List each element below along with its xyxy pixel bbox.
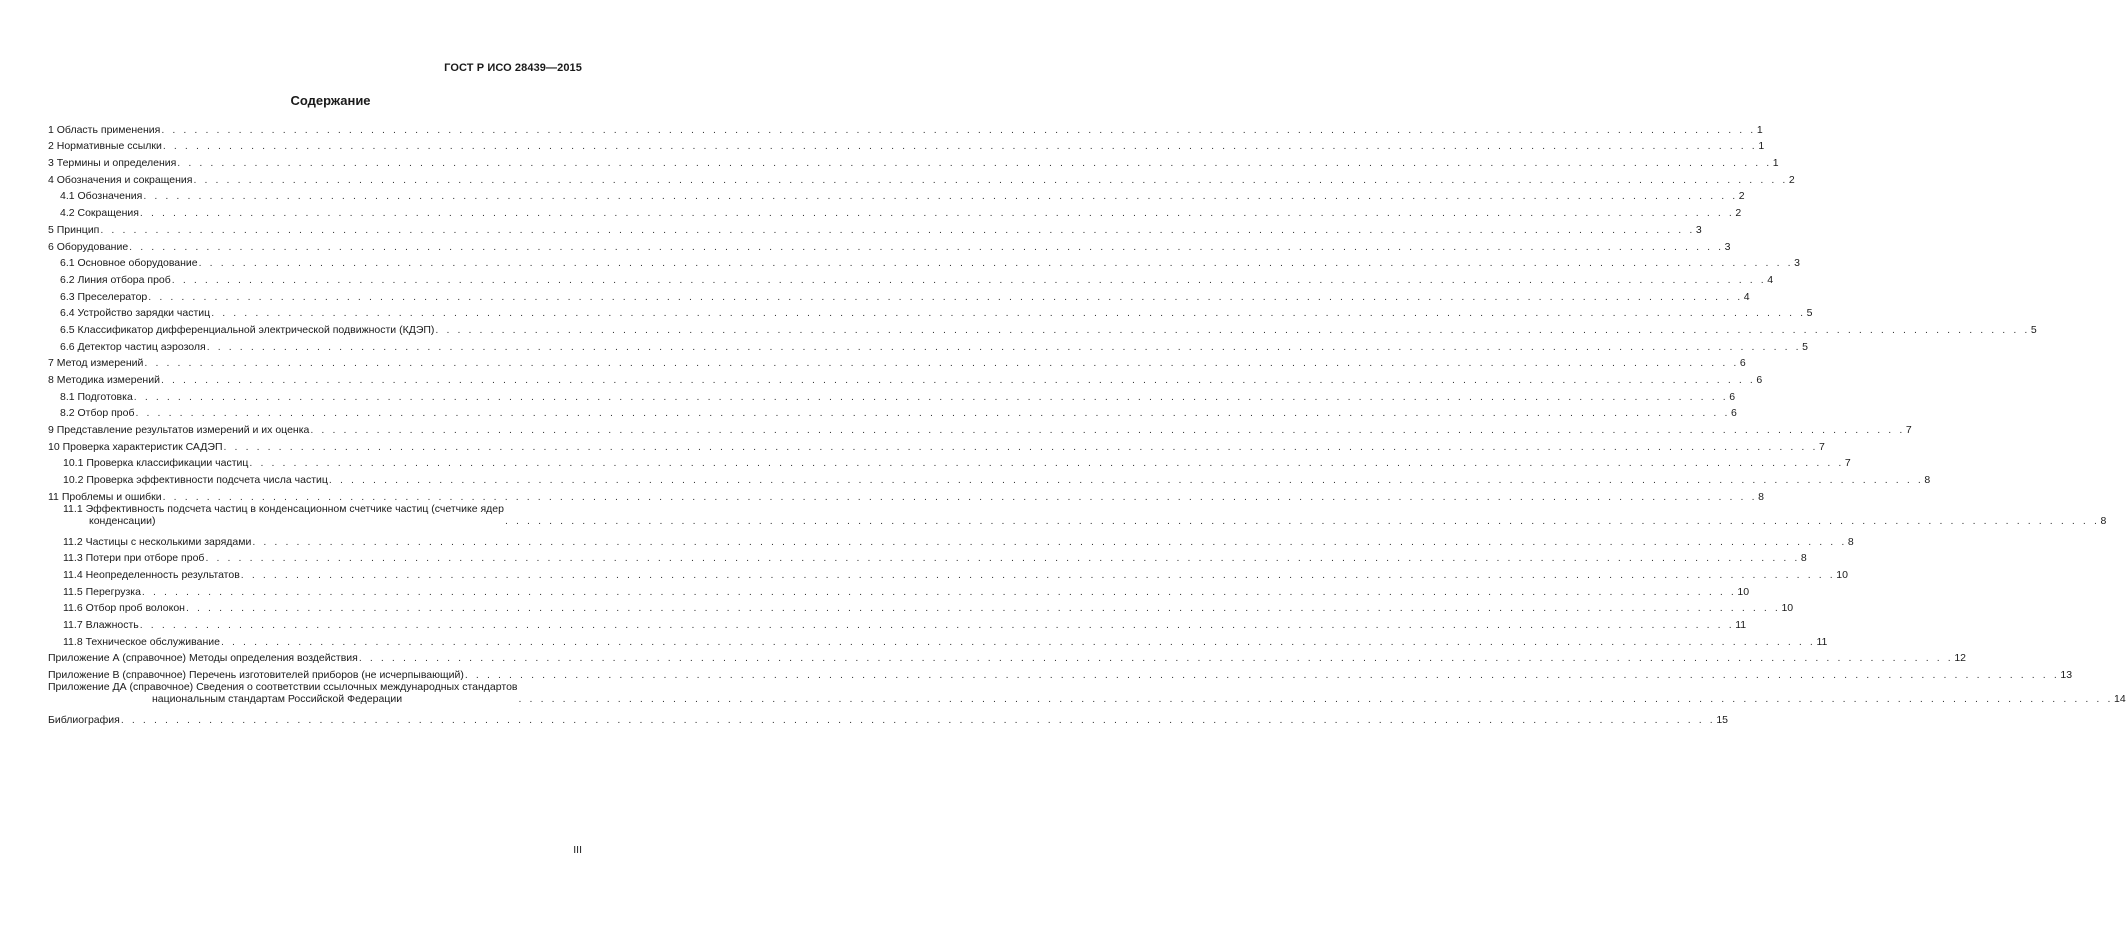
toc-entry-title: [63, 586, 141, 598]
toc-entry-page: 6: [1730, 407, 1737, 420]
toc-entry-title: [60, 391, 133, 403]
toc-entry-page: 11: [1816, 635, 1828, 648]
toc-entry-page: 4: [1743, 290, 1750, 303]
toc-entry-title: [60, 257, 198, 269]
toc-entry-page: 1: [1756, 123, 1763, 136]
toc-entry-page: 15: [1716, 713, 1729, 726]
toc-leader-dots: [140, 619, 1734, 631]
toc-entry[interactable]: [48, 253, 1800, 270]
toc-entry-title-line: 6.4 Устройство зарядки частиц: [60, 307, 211, 320]
toc-entry[interactable]: [48, 403, 1737, 420]
toc-entry[interactable]: [48, 419, 1912, 437]
toc-entry-title-continuation: национальным стандартам Российской Федерации: [152, 693, 403, 705]
toc-entry[interactable]: [48, 286, 1750, 303]
toc-entry-title: [63, 536, 251, 548]
toc-entry-title: [63, 503, 504, 527]
toc-entry-title: [60, 207, 139, 219]
toc-entry[interactable]: [48, 336, 1809, 353]
toc-entry[interactable]: [48, 631, 1828, 648]
toc-entry-title: [48, 669, 464, 681]
toc-entry-title: [48, 441, 223, 453]
toc-entry-page: 1: [1772, 157, 1779, 170]
toc-entry-title-line: 10.2 Проверка эффективности подсчета числа частиц: [63, 474, 328, 487]
toc-entry-title: [48, 374, 160, 386]
toc-entry[interactable]: [48, 681, 2126, 709]
toc-leader-dots: [505, 515, 2099, 527]
toc-entry-title-line: 11.8 Техническое обслуживание: [63, 635, 220, 648]
toc-entry-title: [63, 474, 328, 486]
toc-leader-dots: [224, 441, 1818, 453]
toc-entry-title-line: 11.4 Неопределенность результатов: [63, 568, 240, 581]
toc-entry-title-line: 8.2 Отбор проб: [60, 407, 135, 420]
toc-entry-title-line: 6.3 Преселератор: [60, 290, 148, 303]
toc-entry-title-line: 11.7 Влажность: [63, 618, 139, 631]
toc-entry-title-line: 4.1 Обозначения: [60, 190, 143, 203]
toc-entry[interactable]: [48, 202, 1742, 220]
toc-leader-dots: [329, 474, 1923, 486]
toc-entry-page: 8: [1758, 490, 1764, 503]
toc-entry[interactable]: [48, 486, 1764, 503]
toc-entry-title: [60, 274, 171, 286]
toc-leader-dots: [140, 207, 1734, 219]
toc-leader-dots: [221, 636, 1815, 648]
toc-entry-title-line: 4 Обозначения и сокращения: [48, 173, 193, 186]
table-of-contents: [48, 119, 2126, 726]
toc-entry-title: [48, 174, 192, 186]
toc-entry-title-line: 11.3 Потери при отборе проб: [63, 552, 205, 565]
toc-entry-page: 7: [1844, 457, 1851, 470]
toc-entry-title-line: 6.5 Классификатор дифференциальной электрической подвижности (КДЭП): [60, 323, 435, 336]
toc-leader-dots: [519, 693, 2113, 705]
toc-entry[interactable]: [48, 186, 1745, 203]
toc-entry-page: 2: [1735, 207, 1742, 220]
toc-entry-title: [63, 457, 248, 469]
toc-leader-dots: [465, 669, 2059, 681]
toc-entry-title-line: 11.5 Перегрузка: [63, 585, 141, 598]
toc-entry-title-line: 3 Термины и определения: [48, 157, 177, 170]
toc-entry[interactable]: [48, 219, 1702, 236]
toc-entry-title: [60, 291, 147, 303]
toc-leader-dots: [142, 586, 1736, 598]
toc-entry-title: [48, 357, 143, 369]
toc-entry-title: [48, 140, 162, 152]
page-number: III: [573, 844, 582, 856]
toc-entry[interactable]: [48, 119, 1763, 136]
toc-entry[interactable]: [48, 531, 1854, 548]
toc-entry[interactable]: [48, 709, 1729, 726]
toc-entry-title: [48, 241, 128, 253]
toc-leader-dots: [163, 140, 1757, 152]
toc-leader-dots: [211, 307, 1805, 319]
toc-entry-title: [60, 341, 206, 353]
toc-entry[interactable]: [48, 386, 1736, 403]
toc-entry-title-line: 6.6 Детектор частиц аэрозоля: [60, 340, 206, 353]
toc-entry-page: 6: [1756, 374, 1763, 386]
toc-entry-title-line: 10.1 Проверка классификации частиц: [63, 457, 249, 470]
toc-entry-title-line: 11.2 Частицы с несколькими зарядами: [63, 535, 252, 548]
toc-leader-dots: [135, 407, 1729, 419]
toc-leader-dots: [172, 274, 1766, 286]
toc-entry-title-line: 6.1 Основное оборудование: [60, 257, 198, 270]
toc-entry[interactable]: [48, 236, 1731, 253]
toc-entry-page: 3: [1724, 240, 1731, 253]
toc-entry[interactable]: [48, 353, 1746, 370]
toc-entry[interactable]: [48, 453, 1851, 470]
toc-leader-dots: [207, 341, 1801, 353]
document-code: ГОСТ Р ИСО 28439—2015: [444, 62, 582, 74]
toc-entry-title-line: 11.6 Отбор проб волокон: [63, 602, 185, 615]
toc-entry[interactable]: [48, 502, 2107, 531]
toc-entry-title: [48, 714, 120, 726]
toc-entry-title-line: 6 Оборудование: [48, 240, 129, 253]
toc-entry[interactable]: [48, 319, 2037, 336]
toc-entry-page: 7: [1818, 440, 1825, 453]
page-title: Содержание: [290, 93, 371, 108]
toc-entry-title: [48, 424, 309, 436]
toc-entry-page: 1: [1758, 140, 1765, 153]
toc-entry-title-line: Приложение ДА (справочное) Сведения о соответствии ссылочных международных стандартов: [48, 681, 518, 693]
toc-entry-title-line: 8 Методика измерений: [48, 374, 160, 386]
toc-entry-title-line: 1 Область применения: [48, 123, 161, 136]
toc-entry[interactable]: [48, 648, 1966, 665]
toc-entry[interactable]: [48, 664, 2073, 681]
toc-entry-title-line: 9 Представление результатов измерений и их оценка: [48, 424, 310, 437]
toc-entry[interactable]: [48, 152, 1779, 170]
toc-entry-page: 10: [1781, 602, 1794, 615]
toc-entry-title: [60, 407, 134, 419]
toc-entry-title: [63, 619, 139, 631]
toc-entry[interactable]: [48, 369, 1763, 386]
toc-entry-page: 3: [1794, 257, 1800, 270]
toc-leader-dots: [161, 374, 1755, 386]
toc-entry-page: 8: [1800, 552, 1807, 565]
toc-entry[interactable]: [48, 469, 1931, 487]
toc-leader-dots: [205, 552, 1799, 564]
toc-entry[interactable]: [48, 303, 1813, 320]
toc-entry-title: [48, 224, 99, 236]
toc-entry[interactable]: [48, 169, 1795, 186]
toc-entry-page: 13: [2060, 669, 2073, 681]
toc-entry[interactable]: [48, 136, 1765, 153]
toc-entry-title-line: 6.2 Линия отбора проб: [60, 273, 171, 286]
toc-entry-title: [63, 569, 240, 581]
toc-entry[interactable]: [48, 436, 1825, 453]
toc-entry-page: 10: [1836, 568, 1848, 581]
toc-entry-title: [63, 552, 204, 564]
toc-leader-dots: [252, 536, 1846, 548]
toc-entry-title: [48, 652, 358, 664]
toc-entry-title-line: 8.1 Подготовка: [60, 390, 133, 403]
toc-entry[interactable]: [48, 598, 1794, 615]
toc-leader-dots: [177, 157, 1771, 169]
toc-entry-page: 7: [1905, 424, 1912, 437]
toc-leader-dots: [148, 291, 1742, 303]
toc-entry-title-line: 11 Проблемы и ошибки: [48, 490, 162, 503]
toc-leader-dots: [359, 652, 1953, 664]
toc-entry-title: [60, 307, 210, 319]
toc-entry-page: 11: [1735, 618, 1747, 631]
toc-entry-title: [60, 190, 142, 202]
toc-leader-dots: [134, 391, 1728, 403]
toc-entry-title: [48, 157, 176, 169]
toc-entry-title-line: Приложение В (справочное) Перечень изготовителей приборов (не исчерпывающий): [48, 669, 464, 681]
toc-entry-page: 12: [1954, 652, 1966, 665]
toc-leader-dots: [435, 324, 2029, 336]
toc-entry[interactable]: [48, 548, 1807, 565]
toc-entry-page: 8: [2100, 514, 2107, 527]
toc-leader-dots: [249, 457, 1843, 469]
toc-entry-title-continuation: конденсации): [89, 514, 156, 527]
toc-leader-dots: [129, 241, 1723, 253]
toc-entry[interactable]: [48, 269, 1774, 286]
toc-entry-title-line: 2 Нормативные ссылки: [48, 140, 162, 153]
toc-entry-page: 2: [1788, 173, 1795, 186]
toc-entry-page: 5: [1806, 307, 1813, 320]
toc-leader-dots: [241, 569, 1835, 581]
toc-entry-title: [48, 491, 162, 503]
toc-entry-page: 8: [1924, 474, 1931, 487]
toc-leader-dots: [161, 124, 1755, 136]
toc-leader-dots: [186, 602, 1780, 614]
toc-leader-dots: [144, 357, 1738, 369]
toc-leader-dots: [143, 190, 1737, 202]
toc-entry-title-line: Библиография: [48, 713, 120, 726]
toc-entry-title-line: 4.2 Сокращения: [60, 207, 139, 220]
toc-entry-page: 14: [2113, 693, 2126, 705]
toc-entry[interactable]: [48, 564, 1848, 581]
toc-entry-page: 4: [1767, 273, 1774, 286]
toc-leader-dots: [100, 224, 1694, 236]
toc-entry-page: 6: [1729, 390, 1736, 403]
toc-entry-title-line: 10 Проверка характеристик САДЭП: [48, 440, 223, 453]
toc-entry-title: [48, 124, 160, 136]
toc-entry-title: [60, 324, 434, 336]
toc-entry[interactable]: [48, 614, 1747, 631]
toc-entry-title: [63, 602, 185, 614]
toc-entry-page: 5: [1802, 340, 1809, 353]
toc-leader-dots: [193, 174, 1787, 186]
toc-leader-dots: [163, 491, 1757, 503]
toc-entry-page: 10: [1737, 585, 1750, 598]
toc-entry-page: 5: [2030, 323, 2037, 336]
toc-leader-dots: [199, 257, 1793, 269]
toc-entry-title-line: Приложение А (справочное) Методы определения воздействия: [48, 652, 358, 665]
toc-entry-title-line: 11.1 Эффективность подсчета частиц в конденсационном счетчике частиц (счетчике ядер: [63, 502, 504, 515]
toc-entry-page: 8: [1847, 535, 1854, 548]
toc-entry-page: 6: [1739, 357, 1746, 370]
toc-leader-dots: [121, 714, 1715, 726]
toc-entry-page: 2: [1738, 190, 1745, 203]
toc-entry[interactable]: [48, 581, 1750, 598]
toc-entry-title-line: 7 Метод измерений: [48, 357, 144, 370]
toc-leader-dots: [310, 424, 1904, 436]
toc-entry-title-line: 5 Принцип: [48, 223, 100, 236]
toc-entry-title: [63, 636, 220, 648]
toc-entry-title: [48, 681, 518, 705]
toc-entry-page: 3: [1695, 223, 1702, 236]
